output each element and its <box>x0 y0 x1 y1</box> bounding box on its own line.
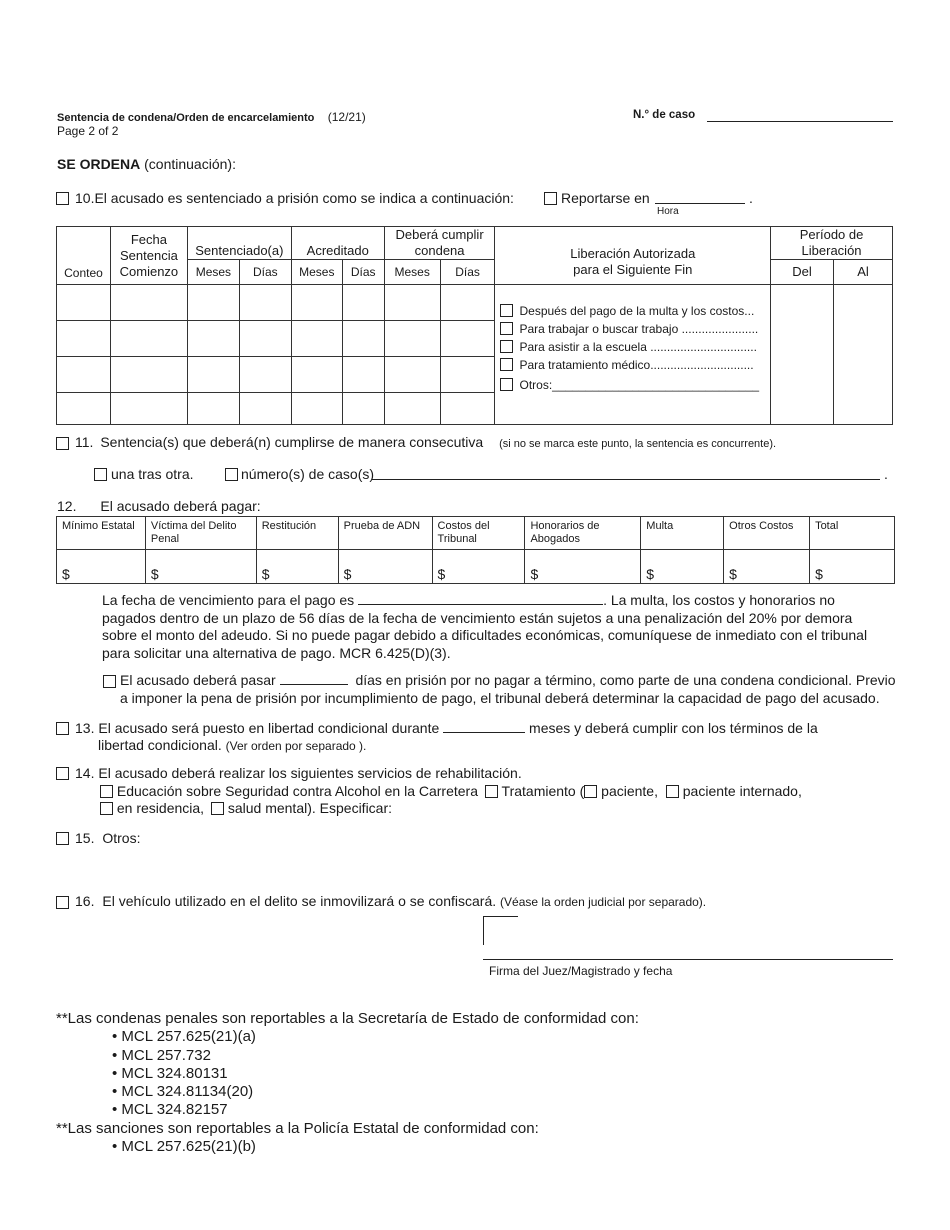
cell[interactable] <box>187 357 239 393</box>
release-option[interactable]: Para asistir a la escuela ................................ <box>500 340 756 354</box>
report-checkbox[interactable] <box>544 190 557 208</box>
item14-options-2: en residencia, salud mental). Especificar: <box>100 800 392 816</box>
cell[interactable] <box>291 393 342 425</box>
item10-checkbox[interactable] <box>56 190 69 208</box>
cell[interactable] <box>57 357 111 393</box>
item14-options: Educación sobre Seguridad contra Alcohol en la Carretera Tratamiento ( paciente, paciente internado, <box>100 783 802 799</box>
cell-del[interactable] <box>771 285 834 425</box>
item13-number: 13. <box>75 720 95 736</box>
cell[interactable] <box>110 357 187 393</box>
col-fecha: Fecha Sentencia Comienzo <box>110 227 187 285</box>
item14-checkbox[interactable] <box>56 765 69 783</box>
cell[interactable] <box>440 285 495 321</box>
one-after-other-label: una tras otra. <box>111 466 194 482</box>
cell[interactable] <box>440 393 495 425</box>
jail-days-text: El acusado deberá pasar días en prisión por no pagar a término, como parte de una condena condicional. Previo a imponer la pena de prisión por incumplimiento de pago, el tribunal deberá determinar la capacidad de pago del acusado. <box>120 672 896 706</box>
list-item: • MCL 257.625(21)(a) <box>112 1028 256 1046</box>
item12-number: 12. <box>57 498 77 514</box>
jail-days-field[interactable] <box>280 672 348 685</box>
report-label: Reportarse en <box>561 190 650 206</box>
col-minimo: Mínimo Estatal <box>57 517 146 550</box>
item15-checkbox[interactable] <box>56 830 69 848</box>
sub-deb-meses: Meses <box>384 260 440 285</box>
amount-field[interactable]: $ <box>432 550 525 584</box>
page-number: Page 2 of 2 <box>57 124 119 138</box>
checkbox[interactable] <box>500 304 513 317</box>
item13-text: 13. El acusado será puesto en libertad condicional durante meses y deberá cumplir con los términos de la <box>75 720 818 736</box>
sub-acr-meses: Meses <box>291 260 342 285</box>
item12-label: El acusado deberá pagar: <box>100 498 261 514</box>
item11-checkbox[interactable] <box>56 435 69 453</box>
cell[interactable] <box>57 393 111 425</box>
cell[interactable] <box>239 393 291 425</box>
amount-field[interactable]: $ <box>338 550 432 584</box>
release-option[interactable]: Para trabajar o buscar trabajo ....................... <box>500 322 758 336</box>
col-debera: Deberá cumplir condena <box>384 227 495 260</box>
cell[interactable] <box>384 285 440 321</box>
section-title-main: SE ORDENA <box>57 156 141 172</box>
col-restitucion: Restitución <box>256 517 338 550</box>
list-item: • MCL 324.82157 <box>112 1101 228 1119</box>
mental-health-checkbox[interactable] <box>211 802 224 815</box>
list-item: • MCL 257.625(21)(b) <box>112 1138 256 1156</box>
alcohol-education-checkbox[interactable] <box>100 785 113 798</box>
sub-al: Al <box>834 260 893 285</box>
col-periodo: Período de Liberación <box>771 227 893 260</box>
cell[interactable] <box>239 321 291 357</box>
cell[interactable] <box>110 393 187 425</box>
probation-months-field[interactable] <box>443 721 525 733</box>
col-honorarios: Honorarios de Abogados <box>525 517 641 550</box>
section-title <box>57 156 236 172</box>
sub-deb-dias: Días <box>440 260 495 285</box>
release-options-cell <box>495 285 771 425</box>
release-option[interactable]: Para tratamiento médico............................... <box>500 358 753 372</box>
checkbox[interactable] <box>500 378 513 391</box>
item10-label: El acusado es sentenciado a prisión como se indica a continuación: <box>94 190 514 206</box>
item11-text <box>75 434 776 450</box>
cell[interactable] <box>384 321 440 357</box>
cell[interactable] <box>291 357 342 393</box>
cell[interactable] <box>440 357 495 393</box>
cell[interactable] <box>187 321 239 357</box>
col-total: Total <box>810 517 895 550</box>
police-list <box>56 1138 639 1156</box>
cell[interactable] <box>342 321 384 357</box>
cell[interactable] <box>440 321 495 357</box>
list-item: • MCL 257.732 <box>112 1046 211 1064</box>
cell[interactable] <box>291 321 342 357</box>
cell[interactable] <box>239 285 291 321</box>
report-time-field[interactable] <box>655 190 745 204</box>
signature-line[interactable] <box>483 959 893 960</box>
cell-al[interactable] <box>834 285 893 425</box>
case-numbers-field[interactable] <box>372 466 880 480</box>
cell[interactable] <box>239 357 291 393</box>
checkbox[interactable] <box>500 340 513 353</box>
hora-label: Hora <box>657 206 679 217</box>
cell-conteo[interactable] <box>57 285 111 321</box>
signature-corner <box>483 916 518 945</box>
cell[interactable] <box>342 285 384 321</box>
case-no-field[interactable] <box>707 107 893 122</box>
col-multa: Multa <box>641 517 724 550</box>
item15-number: 15. <box>75 830 95 846</box>
sos-heading: **Las condenas penales son reportables a la Secretaría de Estado de conformidad con: <box>56 1010 639 1027</box>
sos-list <box>56 1028 639 1119</box>
sentence-table <box>56 226 893 425</box>
amount-field[interactable]: $ <box>57 550 146 584</box>
item16-number: 16. <box>75 893 95 909</box>
payment-paragraph: La fecha de vencimiento para el pago es . La multa, los costos y honorarios no pagados dentro de un plazo de 56 días de la fecha de vencimiento están sujetos a una penalización del 20% por demora sobre el monto del adeudo. Si no puede pagar debido a dificultades económicas, comuníquese de inmediato con el tribunal para solicitar una alternativa de pago. MCR 6.425(D)(3). <box>102 592 868 661</box>
one-after-other-checkbox[interactable] <box>94 466 107 484</box>
amount-field[interactable]: $ <box>641 550 724 584</box>
form-title-row <box>57 110 366 124</box>
amount-field[interactable]: $ <box>724 550 810 584</box>
col-conteo: Conteo <box>57 227 111 285</box>
cell[interactable] <box>384 393 440 425</box>
item10-text <box>75 190 514 206</box>
table-row <box>57 285 893 321</box>
amount-field[interactable]: $ <box>525 550 641 584</box>
cell[interactable] <box>57 321 111 357</box>
form-version: (12/21) <box>327 110 366 124</box>
item11-number: 11. <box>75 434 94 450</box>
section-title-cont: (continuación): <box>144 156 236 172</box>
item13-checkbox[interactable] <box>56 720 69 738</box>
item11-end: . <box>884 466 888 482</box>
col-adn: Prueba de ADN <box>338 517 432 550</box>
residential-checkbox[interactable] <box>100 802 113 815</box>
case-no-label: N.° de caso <box>633 109 696 121</box>
checkbox[interactable] <box>500 358 513 371</box>
checkbox[interactable] <box>500 322 513 335</box>
inpatient-checkbox[interactable] <box>666 785 679 798</box>
amount-field[interactable]: $ <box>810 550 895 584</box>
cell[interactable] <box>342 357 384 393</box>
item14-text: 14. El acusado deberá realizar los siguientes servicios de rehabilitación. <box>75 765 522 781</box>
police-heading: **Las sanciones son reportables a la Policía Estatal de conformidad con: <box>56 1119 539 1137</box>
col-sentenciado: Sentenciado(a) <box>187 227 291 260</box>
item14-number: 14. <box>75 765 95 781</box>
report-end: . <box>749 190 753 206</box>
treatment-checkbox[interactable] <box>485 785 498 798</box>
payment-table <box>56 516 895 584</box>
item16-text: 16. El vehículo utilizado en el delito se inmovilizará o se confiscará. (Véase la orden judicial por separado). <box>75 893 707 909</box>
item13-text-2: libertad condicional. (Ver orden por separado ). <box>98 737 367 753</box>
item10-number: 10. <box>75 190 95 206</box>
case-numbers-checkbox[interactable] <box>225 466 238 484</box>
item11-label: Sentencia(s) que deberá(n) cumplirse de manera consecutiva <box>100 434 484 450</box>
jail-days-checkbox[interactable] <box>103 673 116 691</box>
col-costos: Costos del Tribunal <box>432 517 525 550</box>
release-option[interactable]: Después del pago de la multa y los costos... <box>500 304 754 318</box>
sub-del: Del <box>771 260 834 285</box>
cell[interactable] <box>291 285 342 321</box>
list-item: • MCL 324.81134(20) <box>112 1083 254 1101</box>
item16-checkbox[interactable] <box>56 894 69 912</box>
sub-acr-dias: Días <box>342 260 384 285</box>
sub-sent-dias: Días <box>239 260 291 285</box>
due-date-field[interactable] <box>358 592 603 605</box>
cell[interactable] <box>187 285 239 321</box>
item12-text <box>57 498 261 514</box>
amount-field[interactable]: $ <box>145 550 256 584</box>
amount-field[interactable]: $ <box>256 550 338 584</box>
case-numbers-label: número(s) de caso(s) <box>241 466 375 482</box>
signature-label: Firma del Juez/Magistrado y fecha <box>489 964 673 978</box>
due-date-label: La fecha de vencimiento para el pago es <box>102 592 355 608</box>
col-otros: Otros Costos <box>724 517 810 550</box>
patient-checkbox[interactable] <box>584 785 597 798</box>
col-victima: Víctima del Delito Penal <box>145 517 256 550</box>
sub-sent-meses: Meses <box>187 260 239 285</box>
list-item: • MCL 324.80131 <box>112 1064 228 1082</box>
col-liberacion: Liberación Autorizada para el Siguiente Fin <box>495 227 771 285</box>
col-acreditado: Acreditado <box>291 227 384 260</box>
form-title: Sentencia de condena/Orden de encarcelamiento <box>57 112 315 124</box>
cell-fecha[interactable] <box>110 285 187 321</box>
cell[interactable] <box>384 357 440 393</box>
footer-notes <box>56 1010 639 1156</box>
cell[interactable] <box>342 393 384 425</box>
cell[interactable] <box>110 321 187 357</box>
item15-text: 15. Otros: <box>75 830 141 846</box>
cell[interactable] <box>187 393 239 425</box>
release-option[interactable]: Otros:_______________________________ <box>500 378 759 392</box>
item11-note: (si no se marca este punto, la sentencia es concurrente). <box>499 438 777 450</box>
